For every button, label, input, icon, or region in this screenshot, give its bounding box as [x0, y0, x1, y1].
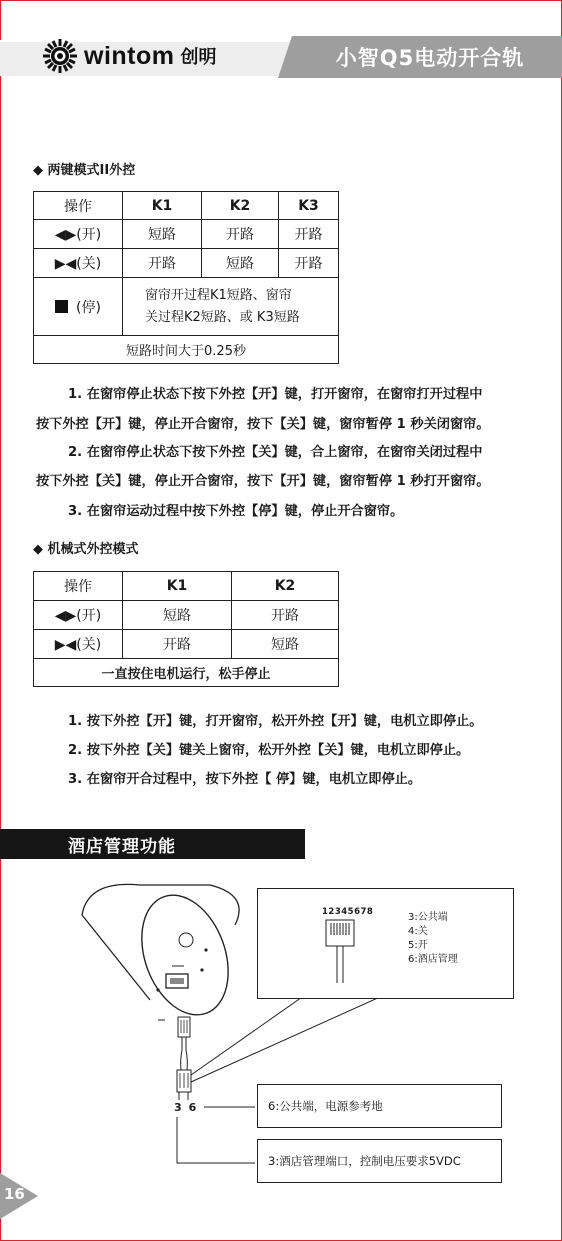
page-number: 16 [4, 1185, 25, 1203]
table-header-row [34, 572, 339, 601]
open-arrows-icon: ◀▶ [54, 227, 77, 243]
callout-pin3-text: 3:酒店管理端口，控制电压要求5VDC [268, 1154, 461, 1168]
operation-cell [34, 278, 123, 336]
rj45-connector-icon [324, 919, 358, 985]
table-footer: 一直按住电机运行，松手停止 [34, 659, 339, 687]
operation-cell [34, 249, 123, 278]
hotel-section-title: 酒店管理功能 [0, 829, 305, 859]
section1-title: ◆ 两键模式II外控 [33, 163, 136, 178]
operation-cell [34, 630, 123, 659]
pin-legend-item: 5:开 [408, 940, 428, 951]
paragraph: 2. 按下外控【关】键关上窗帘，松开外控【关】键，电机立即停止。 [68, 743, 470, 758]
callout-pin6-text: 6:公共端，电源参考地 [268, 1099, 383, 1113]
operation-cell [34, 601, 123, 630]
table-cell: 开路 [123, 630, 232, 659]
wire-label: 6 [188, 1101, 204, 1114]
open-arrows-icon: ◀▶ [54, 608, 77, 624]
close-arrows-icon: ▶◀ [54, 256, 77, 272]
paragraph: 按下外控【开】键，停止开合窗帘，按下【关】键，窗帘暂停 1 秒关闭窗帘。 [36, 417, 490, 432]
table-footer: 短路时间大于0.25秒 [34, 336, 339, 364]
operation-label: (开) [76, 608, 102, 624]
table-row [34, 601, 339, 630]
table-cell: 开路 [279, 249, 339, 278]
table-header-row [34, 192, 339, 220]
rj-plug-cable [177, 1017, 191, 1092]
table-cell: 短路 [123, 601, 232, 630]
stop-square-icon [55, 300, 68, 313]
brand-logo [42, 37, 217, 75]
callout-pin6 [257, 1084, 502, 1128]
table-row [34, 249, 339, 278]
paragraph: 2. 在窗帘停止状态下按下外控【关】键，合上窗帘，在窗帘关闭过程中 [68, 445, 483, 460]
pin-legend [408, 911, 458, 967]
section1-table [33, 191, 339, 364]
paragraph: 1. 按下外控【开】键，打开窗帘，松开外控【开】键，电机立即停止。 [68, 714, 483, 729]
table-cell: 短路 [123, 220, 202, 249]
wire-labels [174, 1101, 203, 1114]
table-footer-row [34, 659, 339, 687]
section2-title: ◆ 机械式外控模式 [33, 542, 139, 557]
wire-label: 3 [174, 1101, 189, 1114]
brand-wordmark: wintom [84, 41, 175, 70]
header-cell: K3 [279, 192, 339, 220]
operation-cell [34, 220, 123, 249]
header-cell: 操作 [34, 192, 123, 220]
stop-description [123, 278, 339, 336]
table-cell: 短路 [232, 630, 339, 659]
pin-legend-item: 3:公共端 [408, 912, 448, 923]
close-arrows-icon: ▶◀ [54, 637, 77, 653]
paragraph: 1. 在窗帘停止状态下按下外控【开】键，打开窗帘，在窗帘打开过程中 [68, 387, 483, 402]
header-cell: K2 [232, 572, 339, 601]
sun-logo-icon [42, 38, 78, 74]
table-cell: 开路 [279, 220, 339, 249]
pin-legend-item: 6:酒店管理 [408, 954, 458, 965]
header-cell: K2 [202, 192, 279, 220]
header-cell: 操作 [34, 572, 123, 601]
brand-chinese-name: 创明 [180, 47, 217, 68]
paragraph: 3. 在窗帘运动过程中按下外控【停】键，停止开合窗帘。 [68, 504, 404, 519]
header-cell: K1 [123, 192, 202, 220]
table-cell: 开路 [232, 601, 339, 630]
motor-illustration [82, 883, 244, 1027]
callout-pin3 [257, 1139, 502, 1183]
paragraph: 3. 在窗帘开合过程中，按下外控【 停】键，电机立即停止。 [68, 772, 422, 787]
operation-label: (关) [76, 637, 102, 653]
stop-desc-line: 关过程K2短路、或 K3短路 [145, 309, 300, 325]
table-footer-row [34, 336, 339, 364]
paragraph: 按下外控【关】键，停止开合窗帘，按下【开】键，窗帘暂停 1 秒打开窗帘。 [36, 474, 490, 489]
connector-pin-numbers: 12345678 [322, 907, 374, 917]
section2-table [33, 571, 339, 687]
product-title: 小智Q5电动开合轨 [335, 46, 525, 70]
pin-legend-item: 4:关 [408, 926, 428, 937]
operation-label: (停) [76, 299, 101, 316]
header-cell: K1 [123, 572, 232, 601]
table-cell: 开路 [202, 220, 279, 249]
table-row-stop [34, 278, 339, 336]
table-cell: 短路 [202, 249, 279, 278]
pinout-callout [257, 888, 514, 999]
table-cell: 开路 [123, 249, 202, 278]
operation-label: (关) [76, 256, 102, 272]
stop-desc-line: 窗帘开过程K1短路、窗帘 [145, 287, 292, 303]
table-row [34, 220, 339, 249]
table-row [34, 630, 339, 659]
operation-label: (开) [76, 227, 102, 243]
